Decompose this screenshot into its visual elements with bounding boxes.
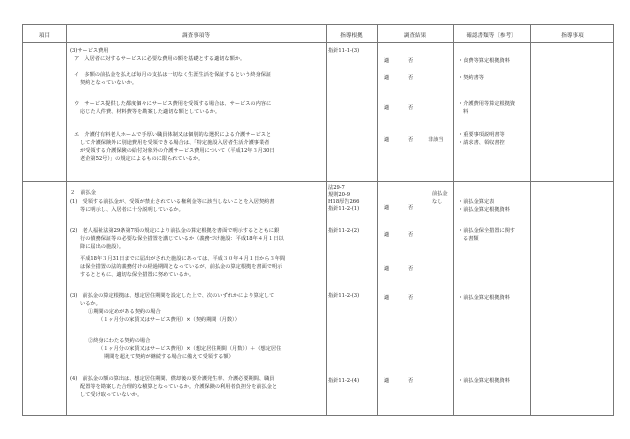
- result-ok: 適: [384, 232, 390, 238]
- col-divider: [530, 25, 531, 415]
- header-matter: 調査事項等: [182, 33, 210, 39]
- result-na: 前払金: [432, 191, 448, 197]
- doc-ref: ・介護費用等算定根拠資: [458, 101, 516, 107]
- result-ng: 否: [408, 137, 414, 143]
- result-ok: 適: [384, 205, 390, 211]
- result-ok: 適: [384, 378, 390, 384]
- result-ng: 否: [408, 58, 414, 64]
- header-standard: 指導根拠: [340, 33, 363, 39]
- item-text: するとともに、適切な保全措置に努めているか。: [80, 272, 195, 278]
- item-text: ②終身にわたる契約の場合: [88, 338, 151, 344]
- standard-ref: H18厚告266: [328, 199, 360, 205]
- section-title: (3)サービス費用: [70, 48, 109, 54]
- item-text: が受領する介護保険の給付対象外の介護サービス費用について（平成12年３月30日: [80, 148, 275, 154]
- item-text: は保全措置の法的義務付けの経過期間となっているが、前払金の算定根拠を書面で明示: [80, 264, 283, 270]
- item-text: 等に明示し、入居者に十分説明しているか。: [80, 207, 184, 213]
- header-divider: [23, 42, 613, 43]
- header-result: 調査結果: [403, 33, 427, 39]
- doc-ref: ・前払金算定根拠資料: [458, 378, 510, 384]
- item-text: 老企第52号）」の規定によるものに限られているか。: [80, 156, 204, 162]
- item-text: 契約となっていないか。: [80, 80, 138, 86]
- item-text: (1) 受領する前払金が、受領が禁止されている権利金等に該当しないことを入居契約書: [70, 199, 275, 205]
- item-text: 配置等を勘案した合理的な積算となっているか。介護保険の利用者負担分を前払金と: [80, 384, 278, 390]
- doc-ref: ・前払金算定根拠資料: [458, 295, 510, 301]
- result-ng: 否: [408, 232, 414, 238]
- result-ng: 否: [408, 75, 414, 81]
- result-ok: 適: [384, 75, 390, 81]
- col-divider: [377, 25, 378, 415]
- doc-ref: ・前払金保全措置に関す: [458, 228, 516, 234]
- doc-ref: 料: [463, 109, 469, 115]
- result-ng: 否: [408, 105, 414, 111]
- doc-ref: ・前払金算定表: [458, 199, 495, 205]
- item-text: ア 入居者に対するサービスに必要な費用の額を基礎とする適切な額か。: [74, 56, 246, 62]
- result-ng: 否: [408, 205, 414, 211]
- col-divider: [326, 25, 327, 415]
- doc-ref: ・重要事項説明書等: [458, 132, 505, 138]
- standard-ref: 法29-7: [328, 185, 345, 191]
- doc-ref: る書類: [463, 236, 479, 242]
- header-item: 項目: [38, 33, 51, 39]
- item-text: （１ヶ月分の家賃又はサービス費用）×（契約期間（月数））: [98, 317, 240, 323]
- item-text: エ 介護付有料老人ホームで手厚い職員体制又は個別的な選択による介護サービスと: [74, 132, 272, 138]
- item-text: 応じた人件費、材料費等を勘案した適切な額としているか。: [80, 109, 221, 115]
- standard-ref: 指針11-2-(4): [328, 378, 360, 384]
- standard-ref: 規則20-9: [328, 192, 351, 198]
- result-ok: 適: [384, 137, 390, 143]
- result-ok: 適: [384, 295, 390, 301]
- result-na: 非該当: [428, 137, 444, 143]
- item-text: 期間を超えて契約が継続する場合に備えて受領する額）: [104, 354, 234, 360]
- item-text: (4) 前払金の額の算出は、想定居住期間、償却後の要介護発生率、介護必要期間、職員: [70, 376, 275, 382]
- standard-ref: 指針11-2-(3): [328, 293, 360, 299]
- header-docs: 確認書類等〔参考〕: [466, 33, 517, 39]
- col-divider: [453, 25, 454, 415]
- item-text: ウ サービス提供した都度個々にサービス費用を受領する場合は、サービスの内容に: [74, 101, 272, 107]
- item-text: （１ヶ月分の家賃又はサービス費用）×（想定居住期間（月数））＋（想定居住: [98, 346, 282, 352]
- item-text: イ 多額の前払金を払えば毎月の支払は一切なく生涯生活を保証するという終身保証: [74, 72, 272, 78]
- section-title: ２ 前払金: [70, 190, 96, 196]
- standard-ref: 指針11-1-(3): [328, 48, 360, 54]
- result-ng: 否: [408, 266, 414, 272]
- row-divider: [23, 181, 613, 182]
- result-ng: 否: [408, 295, 414, 301]
- doc-ref: ・契約書等: [458, 75, 484, 81]
- standard-ref: 指針11-2-(2): [328, 228, 360, 234]
- item-text: して受け取っていないか。: [80, 392, 143, 398]
- result-ng: 否: [408, 378, 414, 384]
- item-text: いるか。: [80, 301, 101, 307]
- header-notes: 指導事項: [561, 33, 584, 39]
- doc-ref: ・前払金算定根拠資料: [458, 207, 510, 213]
- result-na: なし: [432, 199, 443, 205]
- item-text: 行の債務保証等の必要な保全措置を講じているか（義務づけ施設：平成18年４月１日以: [80, 236, 284, 242]
- result-ok: 適: [384, 58, 390, 64]
- item-text: 降に届出の施設）。: [80, 244, 125, 250]
- doc-ref: ・食費等算定根拠資料: [458, 58, 510, 64]
- item-text: (3) 前払金の算定根拠は、想定居住期間を設定した上で、次のいずれかにより算定して: [70, 293, 275, 299]
- item-text: して介護保険外に別途費用を受領できる場合は、「特定施設入居者生活介護事業者: [80, 140, 270, 146]
- doc-ref: ・請求書、領収書控: [458, 140, 505, 146]
- result-ok: 適: [384, 105, 390, 111]
- item-text: 平成18年３月31日までに届出がされた施設にあっては、平成３０年４月１日から３年間: [80, 256, 286, 262]
- col-divider: [66, 25, 67, 415]
- item-text: (2) 老人福祉法第29条第7項の規定により前払金の算定根拠を書面で明示するとともに銀: [70, 228, 280, 234]
- item-text: ①期間の定めがある契約の場合: [88, 309, 161, 315]
- result-ok: 適: [384, 266, 390, 272]
- standard-ref: 指針11-2-(1): [328, 206, 360, 212]
